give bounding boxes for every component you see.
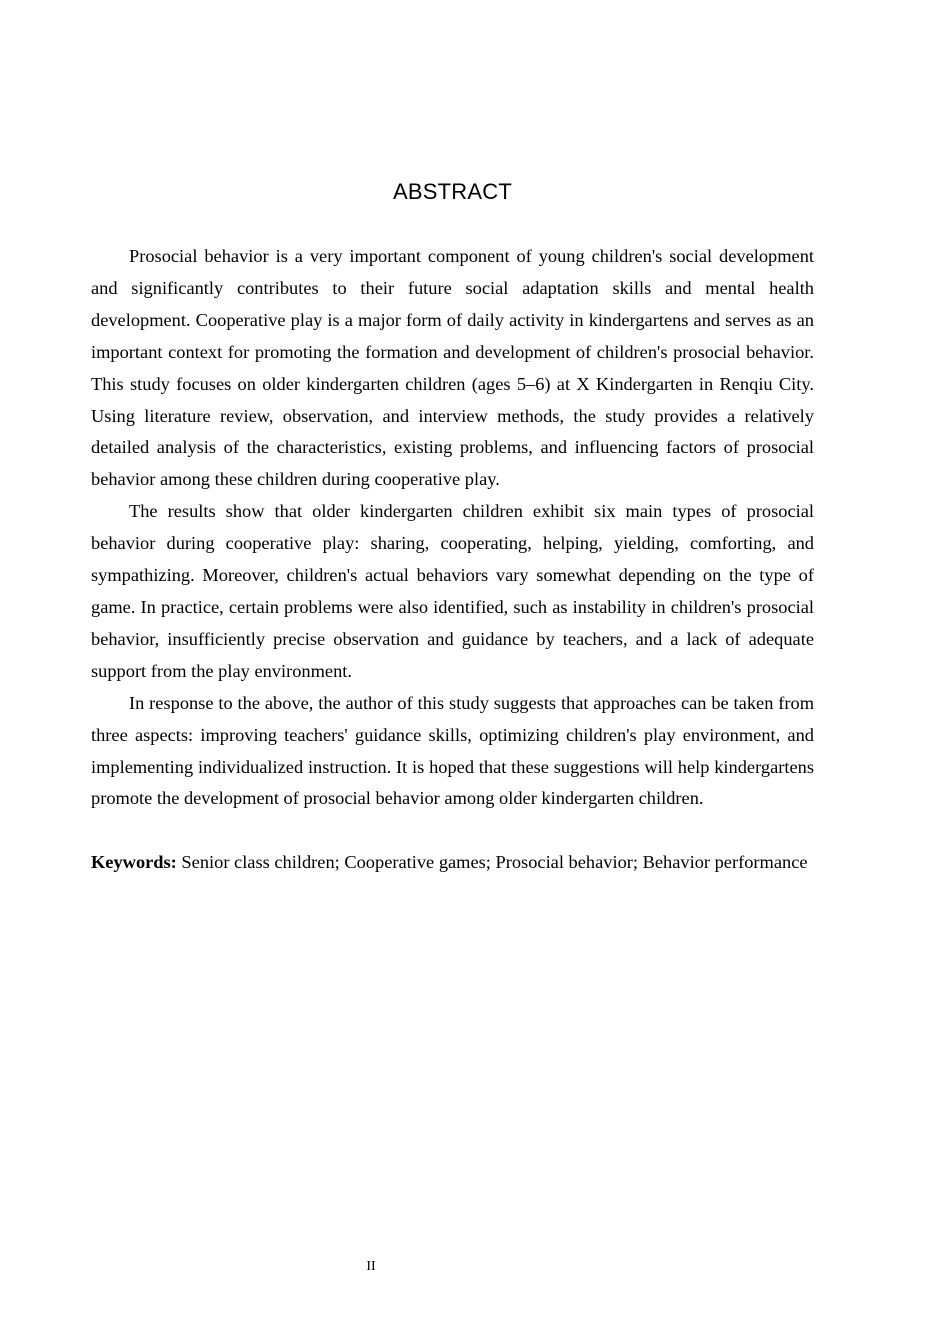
keywords-text: Senior class children; Cooperative games; Prosocial behavior; Behavior performance <box>181 852 808 873</box>
abstract-paragraph-1: Prosocial behavior is a very important component of young children's social development and significantly contributes to their future social adaptation skills and mental health development. Cooperative play is a major form of daily activity in kindergartens and serves as an important context for promoting the formation and development of children's prosocial behavior. This study focuses on older kindergarten children (ages 5–6) at X Kindergarten in Renqiu City. Using literature review, observation, and interview methods, the study provides a relatively detailed analysis of the characteristics, existing problems, and influencing factors of prosocial behavior among these children during cooperative play. <box>91 246 814 490</box>
abstract-title: ABSTRACT <box>393 179 512 204</box>
page-number: II <box>366 1259 376 1274</box>
keywords-line <box>91 847 814 879</box>
abstract-body <box>91 241 814 879</box>
keywords-label: Keywords: <box>91 852 177 873</box>
abstract-paragraph-2: The results show that older kindergarten children exhibit six main types of prosocial behavior during cooperative play: sharing, cooperating, helping, yielding, comforting, and sympathizing. Moreover, children's actual behaviors vary somewhat depending on the type of game. In practice, certain problems were also identified, such as instability in children's prosocial behavior, insufficiently precise observation and guidance by teachers, and a lack of adequate support from the play environment. <box>91 501 814 681</box>
abstract-paragraph-3: In response to the above, the author of this study suggests that approaches can be taken from three aspects: improving teachers' guidance skills, optimizing children's play environment, and implementing individualized instruction. It is hoped that these suggestions will help kindergartens promote the development of prosocial behavior among older kindergarten children. <box>91 692 814 809</box>
